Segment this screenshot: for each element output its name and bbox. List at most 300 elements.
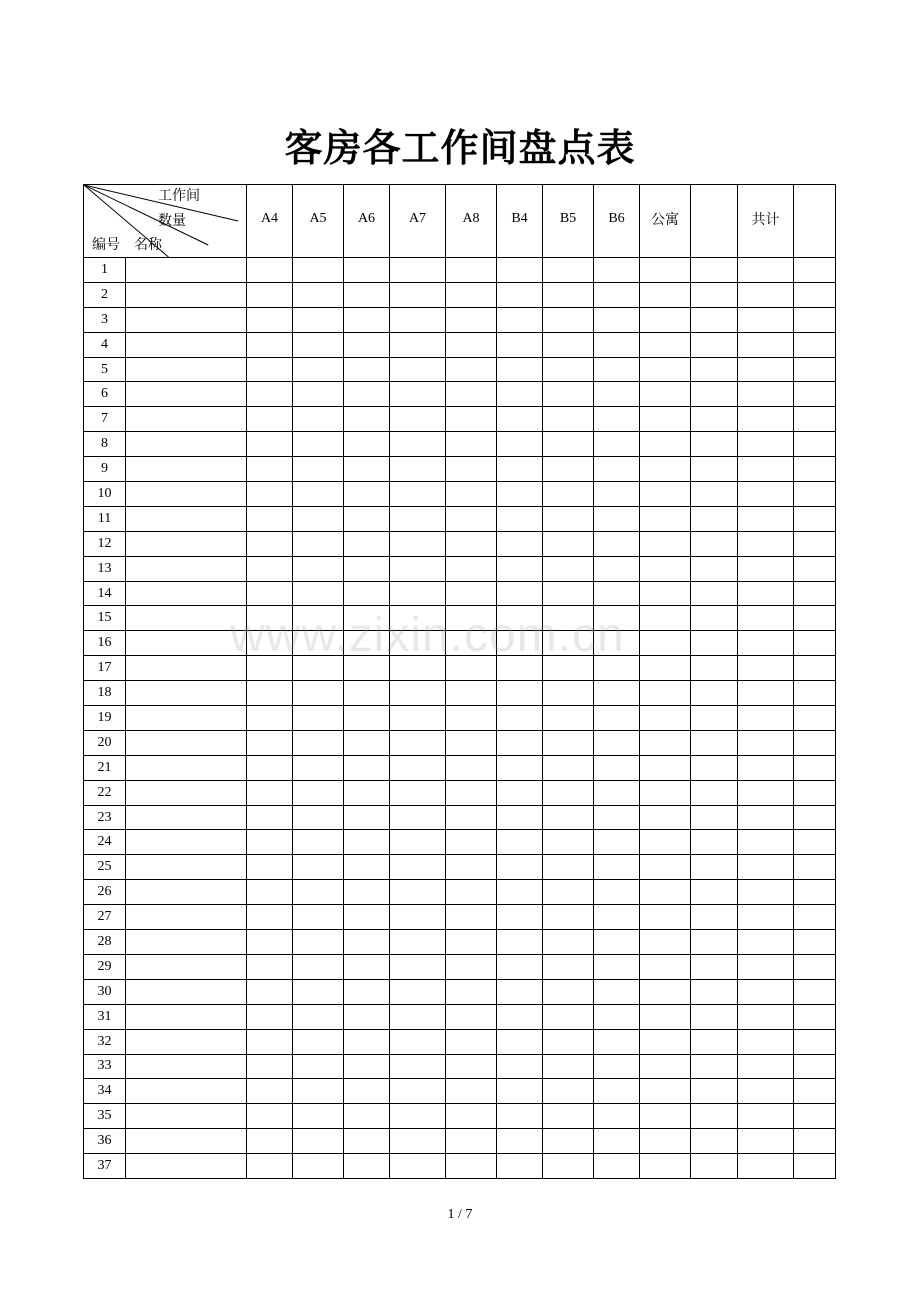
quantity-cell xyxy=(497,730,543,755)
quantity-cell xyxy=(344,656,390,681)
quantity-cell xyxy=(293,706,344,731)
column-header xyxy=(738,185,794,258)
quantity-cell xyxy=(390,681,446,706)
quantity-cell xyxy=(446,805,497,830)
quantity-cell xyxy=(543,780,594,805)
column-header xyxy=(344,185,390,258)
item-name-cell xyxy=(126,681,247,706)
quantity-cell xyxy=(446,282,497,307)
table-row xyxy=(84,332,836,357)
quantity-cell xyxy=(293,1129,344,1154)
quantity-cell xyxy=(543,457,594,482)
quantity-cell xyxy=(497,506,543,531)
quantity-cell xyxy=(293,482,344,507)
quantity-cell xyxy=(738,706,794,731)
quantity-cell xyxy=(293,855,344,880)
quantity-cell xyxy=(497,581,543,606)
quantity-cell xyxy=(691,506,738,531)
quantity-cell xyxy=(640,1104,691,1129)
quantity-cell xyxy=(446,730,497,755)
item-name-cell xyxy=(126,1029,247,1054)
quantity-cell xyxy=(594,855,640,880)
quantity-cell xyxy=(497,855,543,880)
quantity-cell xyxy=(738,681,794,706)
quantity-cell xyxy=(738,954,794,979)
table-row xyxy=(84,581,836,606)
row-number-cell: 14 xyxy=(84,581,126,606)
quantity-cell xyxy=(497,606,543,631)
column-header xyxy=(247,185,293,258)
header-row xyxy=(84,185,836,258)
quantity-cell xyxy=(738,730,794,755)
item-name-cell xyxy=(126,606,247,631)
quantity-cell xyxy=(390,1129,446,1154)
quantity-cell xyxy=(691,905,738,930)
column-header xyxy=(594,185,640,258)
quantity-cell xyxy=(497,457,543,482)
quantity-cell xyxy=(794,1054,836,1079)
corner-label-workroom: 工作间 xyxy=(158,188,200,204)
quantity-cell xyxy=(594,930,640,955)
quantity-cell xyxy=(293,531,344,556)
quantity-cell xyxy=(390,730,446,755)
quantity-cell xyxy=(738,979,794,1004)
row-number-cell: 32 xyxy=(84,1029,126,1054)
quantity-cell xyxy=(794,282,836,307)
quantity-cell xyxy=(446,905,497,930)
quantity-cell xyxy=(247,332,293,357)
quantity-cell xyxy=(247,656,293,681)
quantity-cell xyxy=(247,706,293,731)
quantity-cell xyxy=(543,954,594,979)
quantity-cell xyxy=(344,581,390,606)
table-row xyxy=(84,631,836,656)
quantity-cell xyxy=(691,805,738,830)
quantity-cell xyxy=(344,855,390,880)
quantity-cell xyxy=(691,382,738,407)
quantity-cell xyxy=(691,307,738,332)
quantity-cell xyxy=(543,307,594,332)
row-number-cell: 27 xyxy=(84,905,126,930)
quantity-cell xyxy=(738,357,794,382)
quantity-cell xyxy=(738,880,794,905)
quantity-cell xyxy=(390,432,446,457)
row-number-cell: 16 xyxy=(84,631,126,656)
quantity-cell xyxy=(594,357,640,382)
quantity-cell xyxy=(446,332,497,357)
quantity-cell xyxy=(640,506,691,531)
quantity-cell xyxy=(594,506,640,531)
table-row xyxy=(84,1079,836,1104)
table-row xyxy=(84,307,836,332)
column-header xyxy=(497,185,543,258)
quantity-cell xyxy=(497,631,543,656)
quantity-cell xyxy=(640,880,691,905)
quantity-cell xyxy=(247,482,293,507)
row-number-cell: 15 xyxy=(84,606,126,631)
quantity-cell xyxy=(594,905,640,930)
quantity-cell xyxy=(543,506,594,531)
quantity-cell xyxy=(594,1104,640,1129)
quantity-cell xyxy=(247,432,293,457)
quantity-cell xyxy=(497,880,543,905)
item-name-cell xyxy=(126,1054,247,1079)
quantity-cell xyxy=(640,482,691,507)
corner-header-cell xyxy=(84,185,247,258)
quantity-cell xyxy=(794,307,836,332)
row-number-cell: 26 xyxy=(84,880,126,905)
quantity-cell xyxy=(543,432,594,457)
quantity-cell xyxy=(794,1004,836,1029)
quantity-cell xyxy=(344,482,390,507)
quantity-cell xyxy=(390,706,446,731)
quantity-cell xyxy=(738,382,794,407)
quantity-cell xyxy=(293,755,344,780)
quantity-cell xyxy=(738,1129,794,1154)
quantity-cell xyxy=(293,1054,344,1079)
quantity-cell xyxy=(497,656,543,681)
quantity-cell xyxy=(390,1054,446,1079)
quantity-cell xyxy=(247,407,293,432)
quantity-cell xyxy=(738,805,794,830)
quantity-cell xyxy=(543,1054,594,1079)
quantity-cell xyxy=(247,780,293,805)
quantity-cell xyxy=(446,1154,497,1179)
row-number-cell: 24 xyxy=(84,830,126,855)
quantity-cell xyxy=(691,930,738,955)
quantity-cell xyxy=(247,506,293,531)
quantity-cell xyxy=(594,407,640,432)
quantity-cell xyxy=(446,880,497,905)
quantity-cell xyxy=(594,1154,640,1179)
quantity-cell xyxy=(344,880,390,905)
quantity-cell xyxy=(446,531,497,556)
quantity-cell xyxy=(247,681,293,706)
quantity-cell xyxy=(691,656,738,681)
quantity-cell xyxy=(446,656,497,681)
quantity-cell xyxy=(640,407,691,432)
quantity-cell xyxy=(497,1004,543,1029)
item-name-cell xyxy=(126,556,247,581)
item-name-cell xyxy=(126,830,247,855)
quantity-cell xyxy=(497,780,543,805)
row-number-cell: 23 xyxy=(84,805,126,830)
quantity-cell xyxy=(344,780,390,805)
quantity-cell xyxy=(543,282,594,307)
table-row xyxy=(84,531,836,556)
quantity-cell xyxy=(344,631,390,656)
quantity-cell xyxy=(594,482,640,507)
quantity-cell xyxy=(497,979,543,1004)
quantity-cell xyxy=(390,606,446,631)
quantity-cell xyxy=(344,954,390,979)
quantity-cell xyxy=(247,1054,293,1079)
quantity-cell xyxy=(247,1104,293,1129)
quantity-cell xyxy=(344,1029,390,1054)
quantity-cell xyxy=(794,1029,836,1054)
row-number-cell: 2 xyxy=(84,282,126,307)
quantity-cell xyxy=(691,730,738,755)
quantity-cell xyxy=(691,954,738,979)
quantity-cell xyxy=(640,1079,691,1104)
quantity-cell xyxy=(640,1129,691,1154)
quantity-cell xyxy=(293,457,344,482)
quantity-cell xyxy=(543,979,594,1004)
quantity-cell xyxy=(794,457,836,482)
quantity-cell xyxy=(247,606,293,631)
quantity-cell xyxy=(446,706,497,731)
quantity-cell xyxy=(640,258,691,283)
quantity-cell xyxy=(497,755,543,780)
quantity-cell xyxy=(497,382,543,407)
quantity-cell xyxy=(794,656,836,681)
quantity-cell xyxy=(691,1104,738,1129)
quantity-cell xyxy=(497,556,543,581)
quantity-cell xyxy=(247,457,293,482)
quantity-cell xyxy=(640,681,691,706)
quantity-cell xyxy=(293,307,344,332)
table-row xyxy=(84,357,836,382)
quantity-cell xyxy=(446,432,497,457)
quantity-cell xyxy=(446,979,497,1004)
quantity-cell xyxy=(794,482,836,507)
quantity-cell xyxy=(794,730,836,755)
quantity-cell xyxy=(446,1079,497,1104)
quantity-cell xyxy=(247,258,293,283)
column-header-label: B6 xyxy=(608,211,625,226)
quantity-cell xyxy=(390,332,446,357)
table-row xyxy=(84,457,836,482)
quantity-cell xyxy=(446,855,497,880)
quantity-cell xyxy=(543,1129,594,1154)
quantity-cell xyxy=(794,755,836,780)
quantity-cell xyxy=(390,656,446,681)
quantity-cell xyxy=(247,357,293,382)
quantity-cell xyxy=(344,382,390,407)
row-number-cell: 37 xyxy=(84,1154,126,1179)
quantity-cell xyxy=(293,830,344,855)
item-name-cell xyxy=(126,656,247,681)
quantity-cell xyxy=(390,905,446,930)
table-row xyxy=(84,1104,836,1129)
column-header-label: 共计 xyxy=(751,212,780,228)
quantity-cell xyxy=(640,606,691,631)
quantity-cell xyxy=(738,1029,794,1054)
quantity-cell xyxy=(543,681,594,706)
quantity-cell xyxy=(293,1079,344,1104)
table-row xyxy=(84,855,836,880)
quantity-cell xyxy=(293,1004,344,1029)
quantity-cell xyxy=(247,1004,293,1029)
item-name-cell xyxy=(126,1104,247,1129)
quantity-cell xyxy=(594,730,640,755)
quantity-cell xyxy=(640,979,691,1004)
quantity-cell xyxy=(640,332,691,357)
table-row xyxy=(84,407,836,432)
item-name-cell xyxy=(126,581,247,606)
quantity-cell xyxy=(543,1104,594,1129)
quantity-cell xyxy=(344,730,390,755)
quantity-cell xyxy=(543,930,594,955)
item-name-cell xyxy=(126,482,247,507)
quantity-cell xyxy=(390,457,446,482)
item-name-cell xyxy=(126,631,247,656)
table-row xyxy=(84,706,836,731)
row-number-cell: 21 xyxy=(84,755,126,780)
quantity-cell xyxy=(446,780,497,805)
quantity-cell xyxy=(594,755,640,780)
quantity-cell xyxy=(691,556,738,581)
quantity-cell xyxy=(594,282,640,307)
quantity-cell xyxy=(794,382,836,407)
quantity-cell xyxy=(794,830,836,855)
quantity-cell xyxy=(594,382,640,407)
quantity-cell xyxy=(344,1004,390,1029)
quantity-cell xyxy=(247,581,293,606)
quantity-cell xyxy=(594,706,640,731)
quantity-cell xyxy=(344,1054,390,1079)
quantity-cell xyxy=(344,506,390,531)
quantity-cell xyxy=(497,1029,543,1054)
quantity-cell xyxy=(390,1004,446,1029)
quantity-cell xyxy=(446,1054,497,1079)
quantity-cell xyxy=(293,432,344,457)
quantity-cell xyxy=(344,531,390,556)
quantity-cell xyxy=(247,805,293,830)
column-header xyxy=(794,185,836,258)
quantity-cell xyxy=(293,631,344,656)
quantity-cell xyxy=(738,332,794,357)
quantity-cell xyxy=(390,506,446,531)
quantity-cell xyxy=(738,905,794,930)
quantity-cell xyxy=(691,1129,738,1154)
quantity-cell xyxy=(446,506,497,531)
quantity-cell xyxy=(691,631,738,656)
quantity-cell xyxy=(794,357,836,382)
quantity-cell xyxy=(446,930,497,955)
quantity-cell xyxy=(738,606,794,631)
quantity-cell xyxy=(640,307,691,332)
quantity-cell xyxy=(390,407,446,432)
quantity-cell xyxy=(543,1029,594,1054)
table-row xyxy=(84,780,836,805)
column-header-label: B5 xyxy=(559,211,577,226)
quantity-cell xyxy=(594,780,640,805)
quantity-cell xyxy=(691,1004,738,1029)
row-number-cell: 7 xyxy=(84,407,126,432)
quantity-cell xyxy=(344,307,390,332)
quantity-cell xyxy=(794,258,836,283)
quantity-cell xyxy=(640,855,691,880)
quantity-cell xyxy=(344,457,390,482)
quantity-cell xyxy=(497,307,543,332)
quantity-cell xyxy=(543,880,594,905)
quantity-cell xyxy=(390,531,446,556)
item-name-cell xyxy=(126,258,247,283)
page-number: 1 / 7 xyxy=(447,1207,473,1222)
table-body xyxy=(84,258,836,1179)
quantity-cell xyxy=(247,1129,293,1154)
quantity-cell xyxy=(594,457,640,482)
quantity-cell xyxy=(594,556,640,581)
item-name-cell xyxy=(126,432,247,457)
quantity-cell xyxy=(344,905,390,930)
quantity-cell xyxy=(594,1054,640,1079)
item-name-cell xyxy=(126,755,247,780)
quantity-cell xyxy=(543,855,594,880)
quantity-cell xyxy=(446,556,497,581)
table-row xyxy=(84,805,836,830)
table-row xyxy=(84,482,836,507)
quantity-cell xyxy=(390,805,446,830)
item-name-cell xyxy=(126,407,247,432)
quantity-cell xyxy=(390,979,446,1004)
row-number-cell: 8 xyxy=(84,432,126,457)
quantity-cell xyxy=(738,506,794,531)
item-name-cell xyxy=(126,1154,247,1179)
quantity-cell xyxy=(543,332,594,357)
row-number-cell: 11 xyxy=(84,506,126,531)
quantity-cell xyxy=(543,805,594,830)
quantity-cell xyxy=(293,556,344,581)
quantity-cell xyxy=(691,755,738,780)
column-header-label: A5 xyxy=(309,211,327,226)
table-row xyxy=(84,930,836,955)
quantity-cell xyxy=(344,1104,390,1129)
quantity-cell xyxy=(497,1054,543,1079)
quantity-cell xyxy=(247,631,293,656)
quantity-cell xyxy=(594,531,640,556)
quantity-cell xyxy=(738,1104,794,1129)
quantity-cell xyxy=(543,581,594,606)
table-row xyxy=(84,1004,836,1029)
quantity-cell xyxy=(344,1129,390,1154)
row-number-cell: 33 xyxy=(84,1054,126,1079)
quantity-cell xyxy=(344,282,390,307)
quantity-cell xyxy=(794,681,836,706)
quantity-cell xyxy=(446,307,497,332)
quantity-cell xyxy=(390,357,446,382)
quantity-cell xyxy=(691,979,738,1004)
quantity-cell xyxy=(497,531,543,556)
quantity-cell xyxy=(794,1129,836,1154)
quantity-cell xyxy=(344,332,390,357)
quantity-cell xyxy=(247,730,293,755)
table-row xyxy=(84,656,836,681)
item-name-cell xyxy=(126,357,247,382)
quantity-cell xyxy=(640,382,691,407)
quantity-cell xyxy=(738,407,794,432)
table-row xyxy=(84,681,836,706)
quantity-cell xyxy=(497,258,543,283)
quantity-cell xyxy=(738,830,794,855)
quantity-cell xyxy=(247,979,293,1004)
column-header xyxy=(293,185,344,258)
quantity-cell xyxy=(691,681,738,706)
item-name-cell xyxy=(126,905,247,930)
row-number-cell: 31 xyxy=(84,1004,126,1029)
quantity-cell xyxy=(691,581,738,606)
quantity-cell xyxy=(293,730,344,755)
quantity-cell xyxy=(247,855,293,880)
quantity-cell xyxy=(543,830,594,855)
quantity-cell xyxy=(543,706,594,731)
quantity-cell xyxy=(497,432,543,457)
quantity-cell xyxy=(344,755,390,780)
item-name-cell xyxy=(126,282,247,307)
quantity-cell xyxy=(293,1104,344,1129)
quantity-cell xyxy=(293,656,344,681)
